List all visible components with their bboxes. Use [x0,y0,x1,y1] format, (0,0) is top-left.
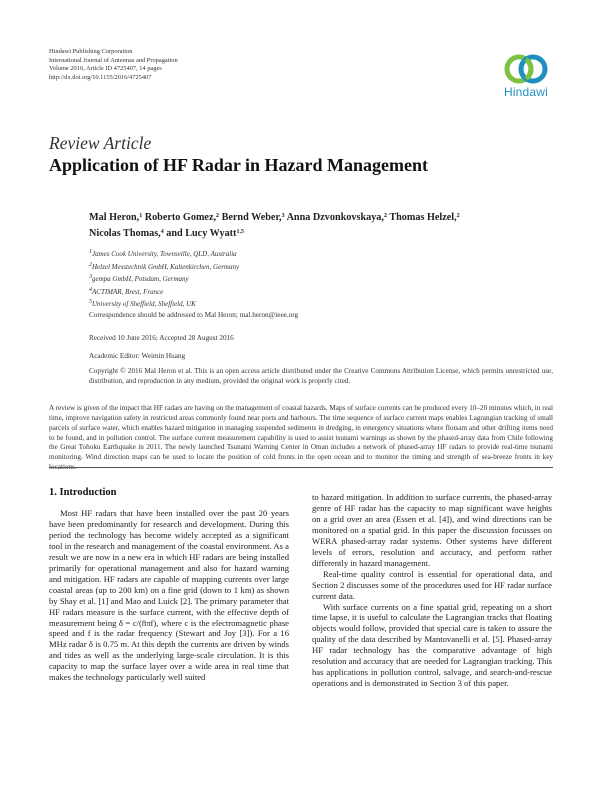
affiliation: $^4$ACTIMAR, Brest, France [89,286,164,296]
copyright-notice: Copyright © 2016 Mal Heron et al. This is an open access article distributed under the Creative Commons Attribution License, which permits unrestricted use, distribution, and reproduction in any medium, provided the original work is properly cited. [89,367,553,386]
paragraph: Real-time quality control is essential for operational data, and Section 2 discusses some of the procedures used for HF radar surface current data. [312,568,552,601]
affiliation-list [89,247,239,310]
affiliation: $^1$James Cook University, Townsville, QLD, Australia [89,249,237,258]
author-line-1 [89,209,559,225]
volume-info: Volume 2016, Article ID 4725407, 14 pages [49,65,162,73]
hindawi-logo-icon [503,52,549,86]
article-type: Review Article [49,133,152,153]
author: Thomas Helzel,$^2$ [389,212,460,223]
abstract: A review is given of the impact that HF radars are having on the management of coastal hazards. Maps of surface currents can be produced every 10–20 minutes which, in real time, improve navigation safety in restricted areas commonly found near ports and harbours. The time sequence of surface current maps enables Lagrangian tracking of small parcels of surface water, which enables hazard mitigation in managing suspended sediments in dredging, in emergency situations where flotsam and other drifting items need to be found, and in pollution control. The surface current measurement capability is used to assist tsunami warnings as shown by the phased-array data from Chile following the Great Tohoku Earthquake in 2011. The newly launched Tsunami Warning Center in Oman includes a network of phased-array HF radars to provide real-time tsunami monitoring. Wind direction maps can be used to locate the position of cold fronts in the open ocean and to monitor the timing and strength of sea-breeze fronts in key locations. [49,404,553,472]
affiliation: $^5$University of Sheffield, Sheffield, UK [89,299,196,309]
received-dates: Received 10 June 2016; Accepted 28 August 2016 [89,334,234,342]
paragraph: Most HF radars that have been installed over the past 20 years have been predominantly for research and development. During this period the technology has become widely accepted as a significant tool in the research and management of the coastal environment. As a result we are now in a new era in which HF radars are being installed primarily for operational management and also for hazard warning and mitigation. HF radars are capable of mapping currents over large coastal areas (up to 200 km) on a fine grid (down to 1 km) as shown by Shay et al. [1] and Mao and Luick [2]. The primary parameter that HF radars measure is the surface current, with the effective depth of measurement being δ = c/(8πf), where c is the electromagnetic phase speed and f is the radar frequency (Stewart and Joy [3]). For a 16 MHz radar δ is 0.75 m. At this depth the currents are driven by winds and tides as well as the underlying large-scale circulation. It is this capacity to map the surface layer over a wide area in real time that makes the technology particularly well suited [49,508,289,683]
hindawi-logo[interactable] [497,52,555,99]
author: Anna Dzvonkovskaya,$^2$ [286,212,387,223]
author: Nicolas Thomas,$^4$ [89,228,164,239]
author: Bernd Weber,$^3$ [221,212,285,223]
author-line-2 [89,225,559,241]
author: Mal Heron,$^1$ [89,212,143,223]
author-list [89,209,559,241]
author: and Lucy Wyatt$^{1,5}$ [166,228,244,239]
section-heading: 1. Introduction [49,487,117,498]
academic-editor: Academic Editor: Weimin Huang [89,352,186,360]
affiliation: $^3$gempa GmbH, Potsdam, Germany [89,274,189,284]
doi-link[interactable]: http://dx.doi.org/10.1155/2016/4725407 [49,73,152,81]
author: Roberto Gomez,$^2$ [144,212,220,223]
right-column [312,492,552,689]
journal-header [49,48,178,82]
hindawi-logo-text: Hindawi [503,85,549,99]
paragraph: With surface currents on a fine spatial grid, repeating on a short time lapse, it is useful to calculate the Lagrangian tracks that floating objects would follow, provided that special care is taken to assure the quality of the data described by Mantovanelli et al. [5]. Phased-array HF radar technology has the comparative advantage of high resolution and accuracy that are needed for Lagrangian tracking. This has applications in pollution control, salvage, and search-and-rescue operations and is demonstrated in Section 3 of this paper. [312,601,552,689]
correspondence: Correspondence should be addressed to Mal Heron; mal.heron@ieee.org [89,311,299,319]
affiliation: $^2$Helzel Messtechnik GmbH, Kaltenkirchen, Germany [89,261,240,271]
journal-name: International Journal of Antennas and Propagation [49,56,178,64]
article-title: Application of HF Radar in Hazard Management [49,155,428,175]
left-column [49,508,289,683]
publisher-name: Hindawi Publishing Corporation [49,48,133,55]
divider [49,467,553,468]
paragraph: to hazard mitigation. In addition to surface currents, the phased-array genre of HF radar has the capacity to map significant wave heights on a grid over an area (Essen et al. [4]), and wind directions can be monitored on a spatial grid. In this paper the discussion focusses on WERA phased-array radar systems. Other systems have different levels of errors, resolution and accuracy, and perform rather differently in hazard management. [312,492,552,568]
